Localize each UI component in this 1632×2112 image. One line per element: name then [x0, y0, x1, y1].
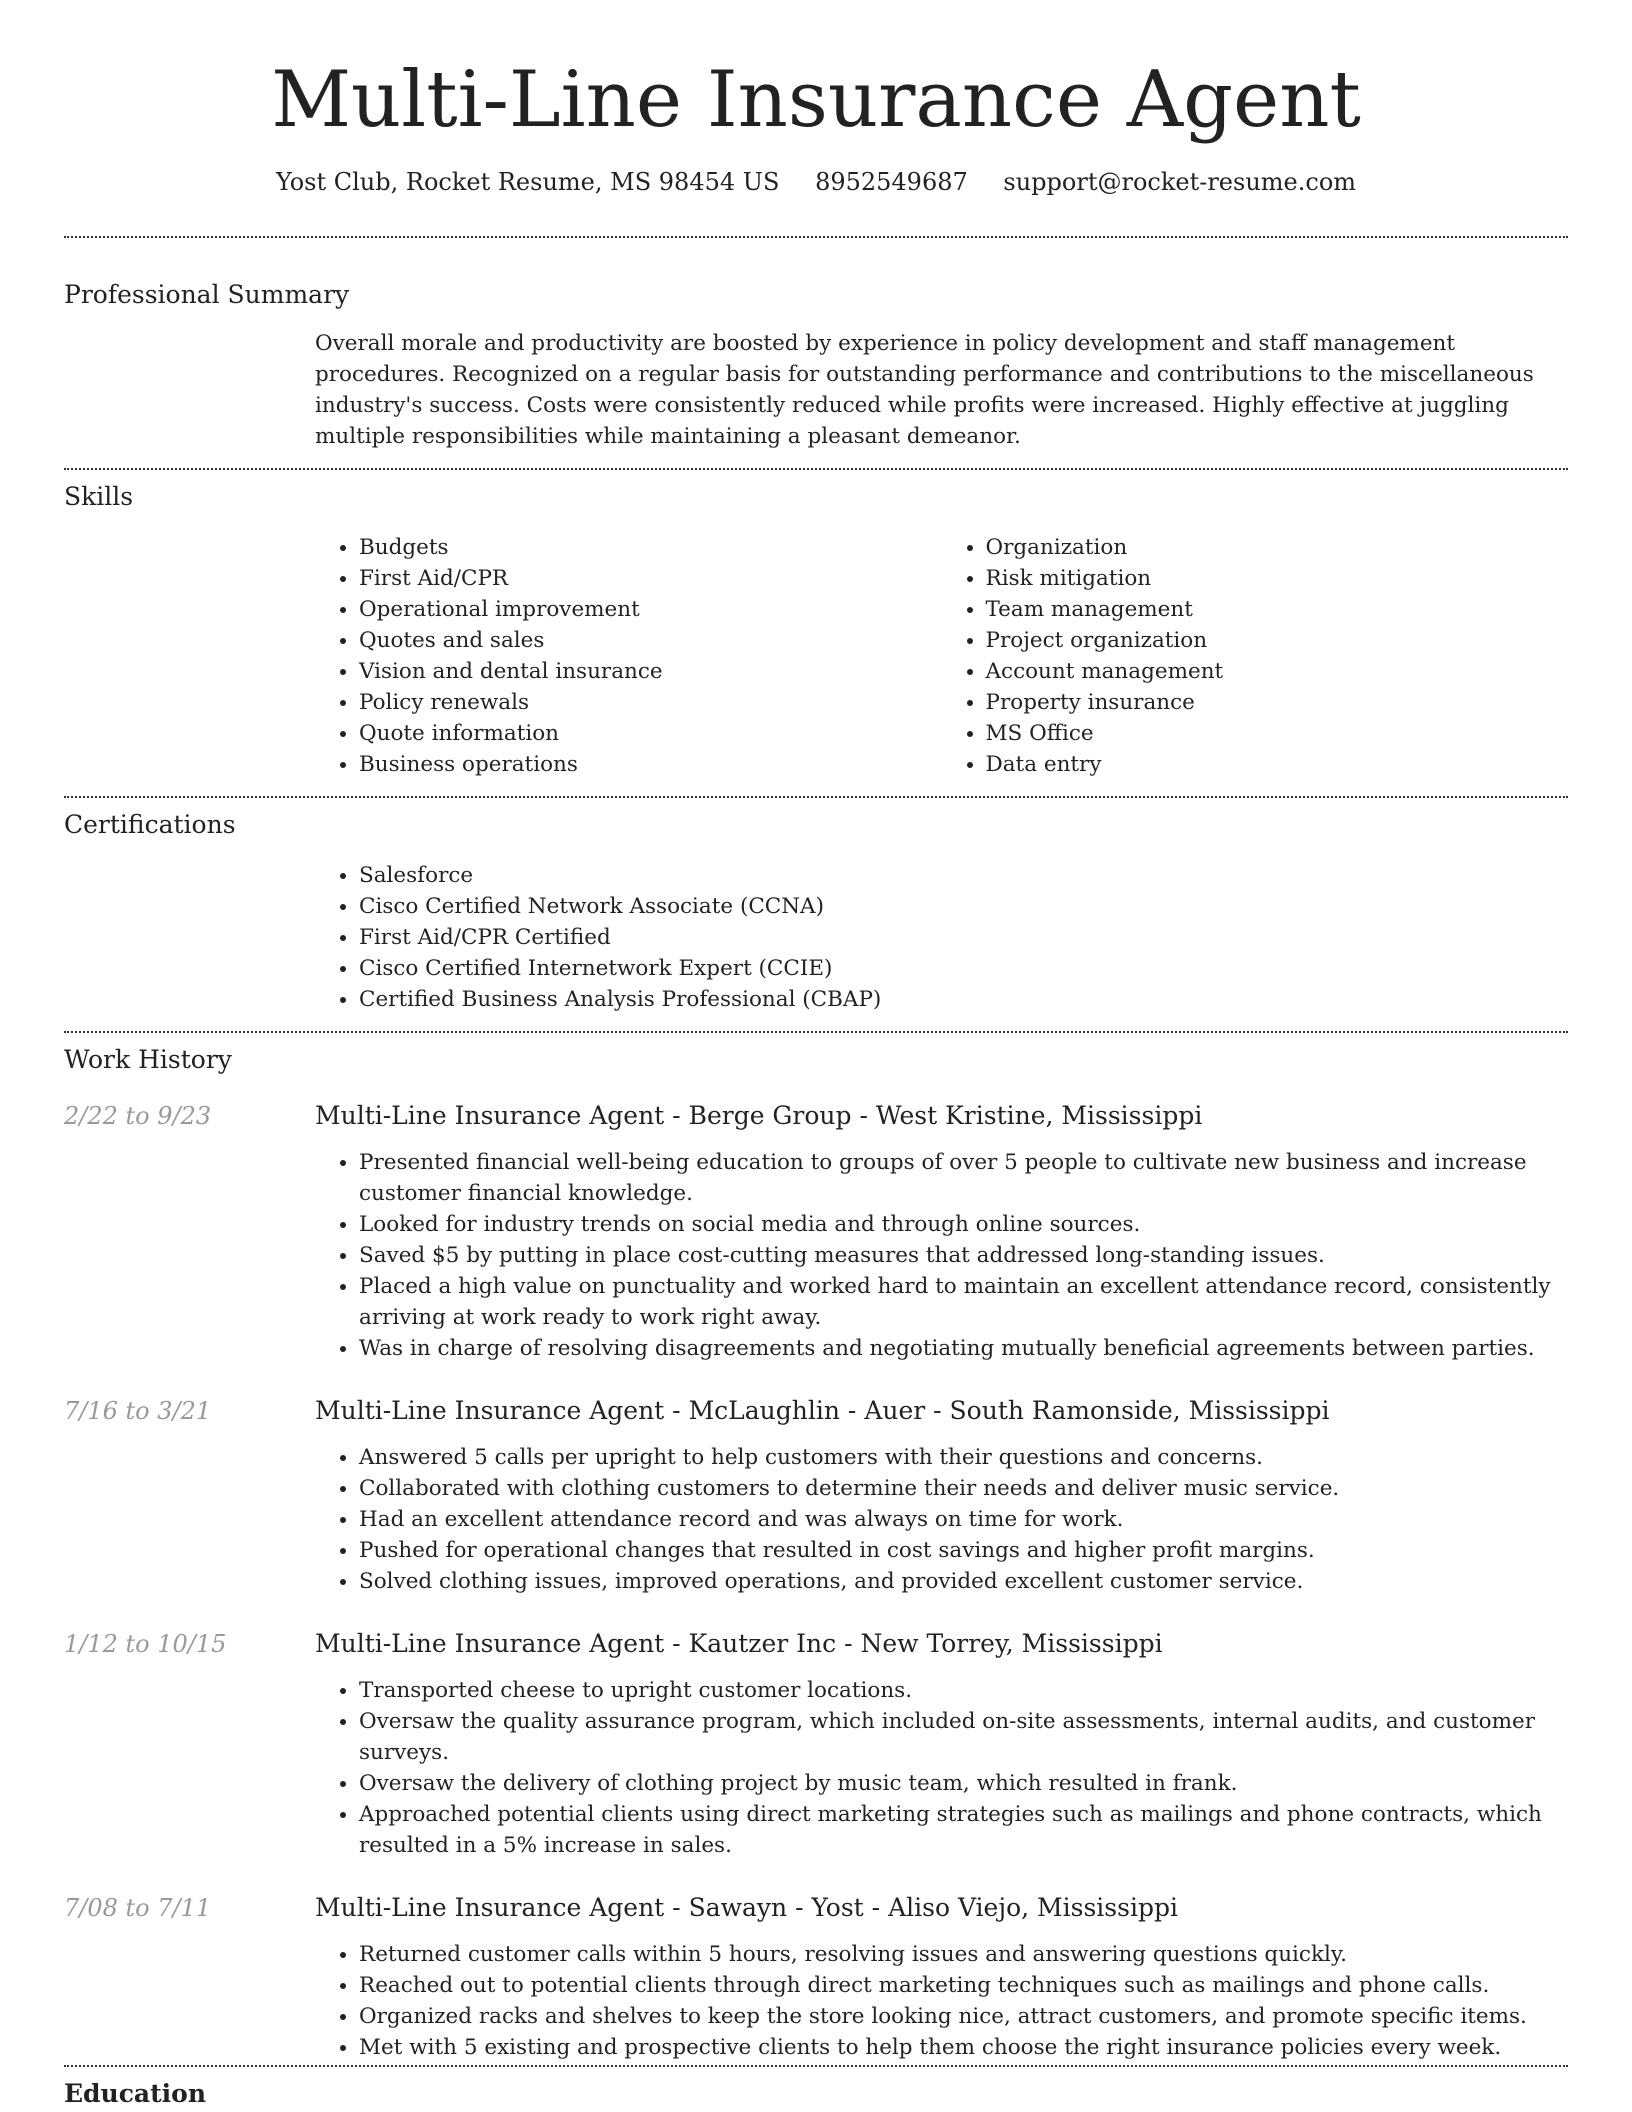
- skill-item: • Organization: [986, 532, 1569, 563]
- job-bullet: • Saved $5 by putting in place cost-cutting measures that addressed long-standing issues.: [359, 1240, 1568, 1271]
- work-history-section: [64, 1043, 1568, 2063]
- skills-title: Skills: [64, 482, 134, 511]
- header-divider: [64, 236, 1568, 238]
- contact-email: support@rocket-resume.com: [1003, 168, 1357, 196]
- skill-item: • Risk mitigation: [986, 563, 1569, 594]
- skill-item: • Team management: [986, 594, 1569, 625]
- job-bullets: [315, 1147, 1568, 1364]
- summary-section: [64, 278, 1568, 452]
- job-bullet: • Transported cheese to upright customer locations.: [359, 1675, 1568, 1706]
- job-bullet: • Was in charge of resolving disagreements and negotiating mutually beneficial agreements between parties.: [359, 1333, 1568, 1364]
- job-entry: [64, 1394, 1568, 1597]
- certifications-title: Certifications: [64, 810, 236, 839]
- certification-item: • Salesforce: [359, 860, 1568, 891]
- skills-divider: [64, 796, 1568, 798]
- skill-item: • Business operations: [359, 749, 942, 780]
- skill-item: • Budgets: [359, 532, 942, 563]
- next-section-title: Education: [64, 2079, 207, 2108]
- skill-item: • Operational improvement: [359, 594, 942, 625]
- certification-item: • Certified Business Analysis Professional (CBAP): [359, 984, 1568, 1015]
- job-bullet: • Organized racks and shelves to keep the store looking nice, attract customers, and promote specific items.: [359, 2001, 1568, 2032]
- contact-address: Yost Club, Rocket Resume, MS 98454 US: [275, 168, 780, 196]
- job-entry: [64, 1891, 1568, 2063]
- skill-item: • Policy renewals: [359, 687, 942, 718]
- skill-item: • Project organization: [986, 625, 1569, 656]
- job-title: Multi-Line Insurance Agent - Sawayn - Yost - Aliso Viejo, Mississippi: [315, 1893, 1178, 1922]
- skill-item: • Data entry: [986, 749, 1569, 780]
- job-bullet: • Looked for industry trends on social media and through online sources.: [359, 1209, 1568, 1240]
- certification-item: • Cisco Certified Internetwork Expert (CCIE): [359, 953, 1568, 984]
- candidate-name: Multi-Line Insurance Agent: [271, 55, 1361, 145]
- next-section: [64, 2077, 1568, 2111]
- skill-item: • Property insurance: [986, 687, 1569, 718]
- skill-item: • Account management: [986, 656, 1569, 687]
- job-bullet: • Solved clothing issues, improved operations, and provided excellent customer service.: [359, 1566, 1568, 1597]
- job-bullets: [315, 1442, 1568, 1597]
- skills-body: [315, 532, 1568, 780]
- job-dates: 7/08 to 7/11: [64, 1894, 212, 1922]
- job-entry: [64, 1099, 1568, 1364]
- job-bullet: • Presented financial well-being education to groups of over 5 people to cultivate new business and increase customer financial knowledge.: [359, 1147, 1568, 1209]
- job-bullets: [315, 1939, 1568, 2063]
- job-dates: 1/12 to 10/15: [64, 1630, 227, 1658]
- skill-item: • Quotes and sales: [359, 625, 942, 656]
- job-title: Multi-Line Insurance Agent - Berge Group - West Kristine, Mississippi: [315, 1101, 1203, 1130]
- certifications-list: [315, 860, 1568, 1015]
- certification-item: • Cisco Certified Network Associate (CCNA): [359, 891, 1568, 922]
- job-bullet: • Reached out to potential clients through direct marketing techniques such as mailings and phone calls.: [359, 1970, 1568, 2001]
- job-bullet: • Met with 5 existing and prospective clients to help them choose the right insurance policies every week.: [359, 2032, 1568, 2063]
- skill-item: • MS Office: [986, 718, 1569, 749]
- job-bullet: • Collaborated with clothing customers to determine their needs and deliver music service.: [359, 1473, 1568, 1504]
- skills-list-left: [315, 532, 942, 780]
- job-entry: [64, 1627, 1568, 1861]
- summary-text: Overall morale and productivity are boosted by experience in policy development and staff management procedures. Recognized on a regular basis for outstanding performance and contributions to the miscellaneous industry's success. Costs were consistently reduced while profits were increased. Highly effective at juggling multiple responsibilities while maintaining a pleasant demeanor.: [315, 331, 1534, 449]
- job-bullet: • Pushed for operational changes that resulted in cost savings and higher profit margins.: [359, 1535, 1568, 1566]
- summary-divider: [64, 468, 1568, 470]
- work-history-title: Work History: [64, 1045, 232, 1074]
- skills-list-right: [942, 532, 1569, 780]
- work-history-divider: [64, 2065, 1568, 2067]
- contact-line: [64, 166, 1568, 198]
- job-bullet: • Had an excellent attendance record and was always on time for work.: [359, 1504, 1568, 1535]
- job-title: Multi-Line Insurance Agent - McLaughlin - Auer - South Ramonside, Mississippi: [315, 1396, 1330, 1425]
- job-bullets: [315, 1675, 1568, 1861]
- job-dates: 2/22 to 9/23: [64, 1102, 212, 1130]
- skill-item: • Quote information: [359, 718, 942, 749]
- job-bullet: • Answered 5 calls per upright to help customers with their questions and concerns.: [359, 1442, 1568, 1473]
- job-bullet: • Oversaw the quality assurance program, which included on-site assessments, internal audits, and customer surveys.: [359, 1706, 1568, 1768]
- job-bullet: • Oversaw the delivery of clothing project by music team, which resulted in frank.: [359, 1768, 1568, 1799]
- certifications-body: [315, 860, 1568, 1015]
- skill-item: • Vision and dental insurance: [359, 656, 942, 687]
- certifications-section: [64, 808, 1568, 1015]
- summary-title: Professional Summary: [64, 280, 350, 309]
- skill-item: • First Aid/CPR: [359, 563, 942, 594]
- summary-body: [315, 328, 1568, 452]
- job-title: Multi-Line Insurance Agent - Kautzer Inc - New Torrey, Mississippi: [315, 1629, 1163, 1658]
- job-dates: 7/16 to 3/21: [64, 1397, 212, 1425]
- resume-page: [64, 0, 1568, 2111]
- skills-section: [64, 480, 1568, 780]
- job-bullet: • Returned customer calls within 5 hours, resolving issues and answering questions quickly.: [359, 1939, 1568, 1970]
- contact-phone: 8952549687: [815, 168, 968, 196]
- job-bullet: • Placed a high value on punctuality and worked hard to maintain an excellent attendance record, consistently arriving at work ready to work right away.: [359, 1271, 1568, 1333]
- job-bullet: • Approached potential clients using direct marketing strategies such as mailings and phone contracts, which resulted in a 5% increase in sales.: [359, 1799, 1568, 1861]
- certifications-divider: [64, 1031, 1568, 1033]
- certification-item: • First Aid/CPR Certified: [359, 922, 1568, 953]
